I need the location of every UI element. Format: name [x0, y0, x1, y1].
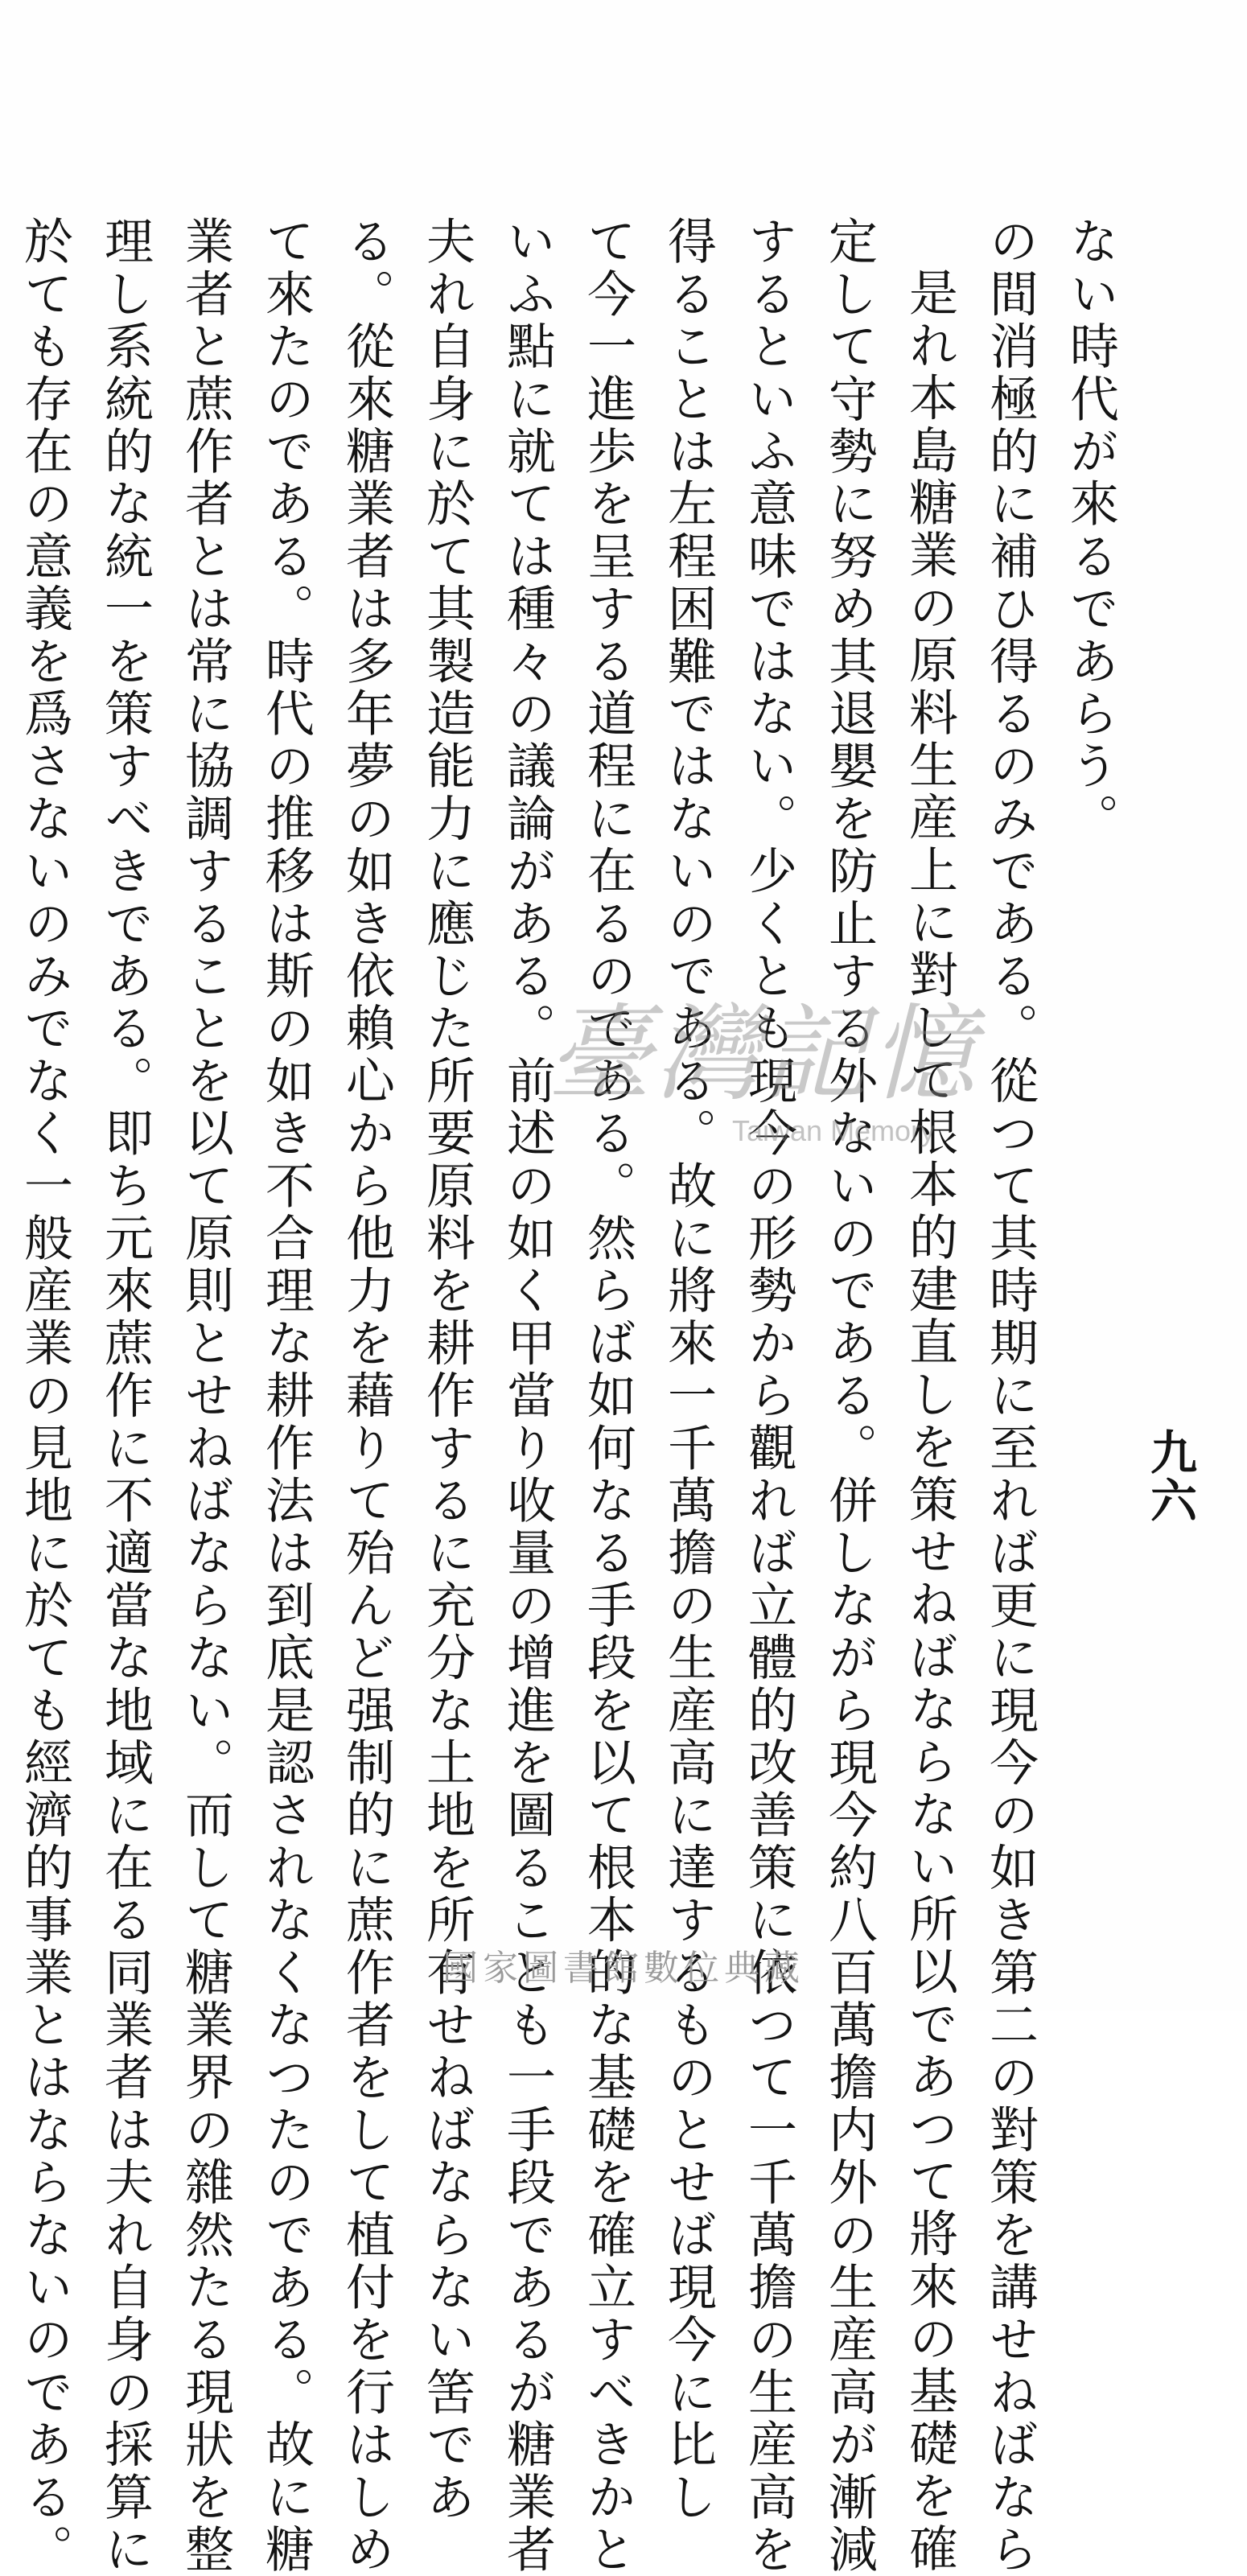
text-column-11: て來たのである。時代の推移は斯の如き不合理な耕作法は到底是認されなくなつたのである。故に糖: [257, 216, 315, 2576]
text-column-13: 理し系統的な統一を策すべきである。即ち元來蔗作に不適當な地域に在る同業者は夫れ自身の採算に: [97, 216, 154, 2576]
text-column-6: 得ることは左程困難ではないのである。故に將來一千萬擔の生産高に達するものとせば現今に比し: [660, 216, 717, 2524]
text-column-1: ない時代が來るであらう。: [1062, 216, 1119, 846]
text-column-9: 夫れ自身に於て其製造能力に應じた所要原料を耕作するに充分な土地を所有せねばならない筈であ: [418, 216, 475, 2524]
watermark-cjk-text: 臺灣記憶: [547, 993, 979, 1115]
archive-footer: 國家圖書館數位典藏: [442, 1948, 805, 1989]
text-column-14: 於ても存在の意義を爲さないのみでなく一般産業の見地に於ても經濟的事業とはならないのである。: [16, 216, 73, 2576]
text-column-4: 定して守勢に努め其退嬰を防止する外ないのである。併しながら現今約八百萬擔内外の生産高が漸減: [821, 216, 878, 2576]
page-number: 九六: [1142, 1428, 1197, 1525]
text-column-3: 是れ本島糖業の原料生産上に對して根本的建直しを策せねばならない所以であつて將來の基礎を確: [901, 267, 958, 2575]
text-column-8: いふ點に就ては種々の議論がある。前述の如く甲當り收量の增進を圖ることも一手段であるが糖業者: [499, 216, 556, 2576]
text-column-2: の間消極的に補ひ得るのみである。從つて其時期に至れば更に現今の如き第二の對策を講せねばなら: [982, 216, 1039, 2576]
text-column-7: て今一進歩を呈する道程に在るのである。然らば如何なる手段を以て根本的な基礎を確立すべきかと: [579, 216, 636, 2576]
taiwan-memory-watermark: [547, 993, 1046, 1162]
text-column-15: [0, 216, 4, 1849]
text-column-12: 業者と蔗作者とは常に協調することを以て原則とせねばならない。而して糖業界の雜然たる現狀を整: [177, 216, 234, 2576]
text-column-10: る。從來糖業者は多年夢の如き依賴心から他力を藉りて殆んど强制的に蔗作者をして植付を行はしめ: [338, 216, 395, 2576]
watermark-latin-text: Taiwan Memory: [732, 1114, 936, 1147]
text-column-5: するといふ意味ではない。少くとも現今の形勢から觀れば立體的改善策に依つて一千萬擔の生産高を: [740, 216, 797, 2576]
